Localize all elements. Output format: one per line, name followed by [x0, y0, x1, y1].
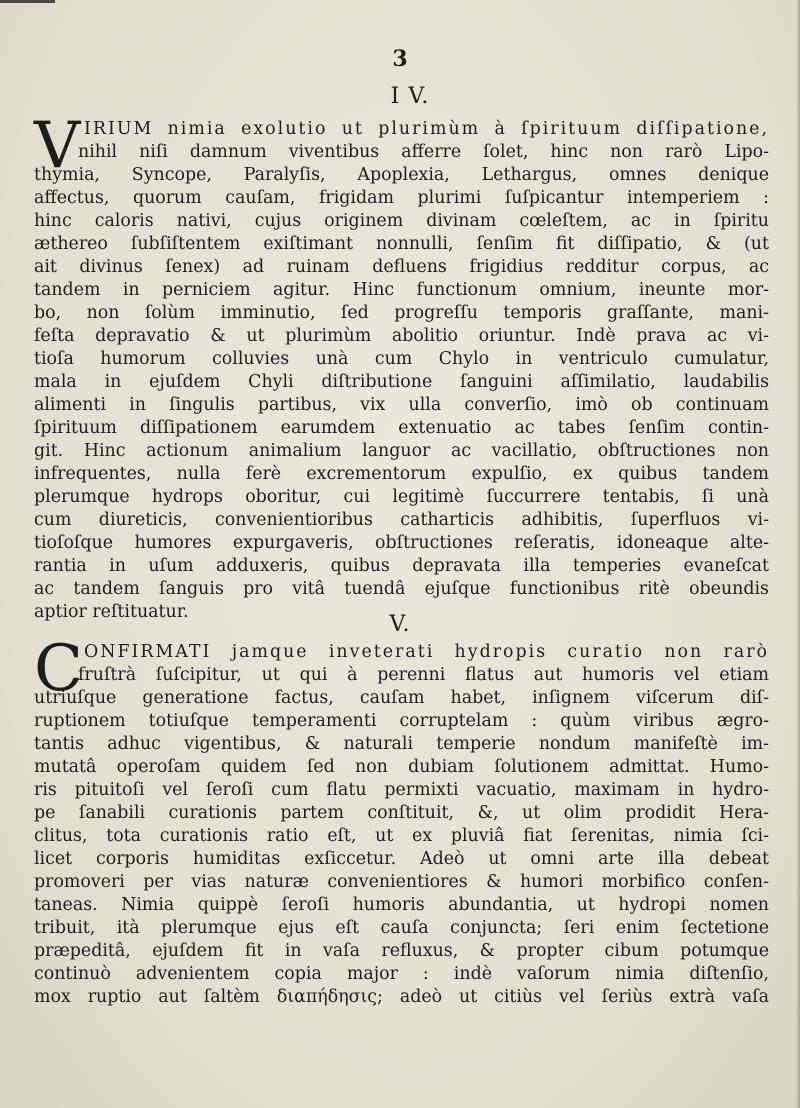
drop-cap-v: V: [34, 109, 81, 183]
section-heading-iv: I V.: [390, 84, 430, 109]
text-line: continuò advenientem copia major : indè vaſorum nimia diſtenſio,: [34, 964, 769, 984]
text-line: rantia in uſum adduxeris, quibus depravata illa temperies evaneſcat: [34, 556, 769, 576]
text-line: licet corporis humiditas exſiccetur. Adeò ut omni arte illa debeat: [34, 849, 769, 869]
text-line: tribuit, ità plerumque ejus eſt cauſa conjuncta; ſeri enim ſectetione: [34, 918, 769, 938]
text-line: ONFIRMATI jamque inveterati hydropis curatio non rarò: [84, 642, 769, 662]
text-line: ſpirituum diſſipationem earumdem extenuatio ac tabes ſenſim contin-: [34, 418, 769, 438]
text-line: affectus, quorum cauſam, frigidam plurimi ſuſpicantur intemperiem :: [34, 188, 769, 208]
text-line: IRIUM nimia exolutio ut plurimùm à ſpirituum diſſipatione,: [84, 119, 769, 139]
text-line: nihil niſi damnum viventibus afferre ſolet, hinc non rarò Lipo-: [78, 142, 769, 162]
text-line: thymia, Syncope, Paralyſis, Apoplexia, Lethargus, omnes denique: [34, 165, 769, 185]
page-edge-mark: [0, 0, 55, 3]
text-line: ris pituitoſi vel ſeroſi cum flatu permixti vacuatio, maximam in hydro-: [34, 780, 769, 800]
text-line: hinc caloris nativi, cujus originem divinam cœleſtem, ac in ſpiritu: [34, 211, 769, 231]
section-v-paragraph: [34, 632, 769, 1009]
page-edge-shadow: [796, 0, 800, 1108]
text-line: plerumque hydrops oboritur, cui legitimè ſuccurrere tentabis, ſi unà: [34, 487, 769, 507]
text-line: promoveri per vias naturæ convenientiores & humori morbifico conſen-: [34, 872, 769, 892]
text-line: ac tandem ſanguis pro vitâ tuendâ ejuſque functionibus ritè obeundis: [34, 579, 769, 599]
text-line: cum diureticis, convenientioribus catharticis adhibitis, ſuperfluos vi-: [34, 510, 769, 530]
text-line: æthereo ſubſiſtentem exiſtimant nonnulli, ſenſim fit diſſipatio, & (ut: [34, 234, 769, 254]
text-line: tioſoſque humores expurgaveris, obſtructiones reſeratis, idoneaque alte-: [34, 533, 769, 553]
text-line: feſta depravatio & ut plurimùm abolitio oriuntur. Indè prava ac vi-: [34, 326, 769, 346]
text-line: fruſtrà ſuſcipitur, ut qui à perenni flatus aut humoris vel etiam: [78, 665, 769, 685]
text-line: mala in ejuſdem Chyli diſtributione ſanguini aſſimilatio, laudabilis: [34, 372, 769, 392]
section-heading-v: V.: [389, 612, 411, 637]
text-line: utriuſque generatione factus, cauſam habet, inſignem viſcerum diſ-: [34, 688, 769, 708]
text-line: tandem in perniciem agitur. Hinc functionum omnium, ineunte mor-: [34, 280, 769, 300]
text-line: taneas. Nimia quippè ſeroſi humoris abundantia, ut hydropi nomen: [34, 895, 769, 915]
text-line: mox ruptio aut ſaltèm διαπήδησις; adeò ut citiùs vel ſeriùs extrà vaſa: [34, 987, 769, 1007]
text-line: git. Hinc actionum animalium languor ac vacillatio, obſtructiones non: [34, 441, 769, 461]
text-line: infrequentes, nulla ferè excrementorum expulſio, ex quibus tandem: [34, 464, 769, 484]
text-line: tioſa humorum colluvies unà cum Chylo in ventriculo cumulatur,: [34, 349, 769, 369]
text-line: tantis adhuc vigentibus, & naturali temperie nondum manifeſtè im-: [34, 734, 769, 754]
text-line: ait divinus ſenex) ad ruinam defluens frigidius redditur corpus, ac: [34, 257, 769, 277]
text-line: alimenti in ſingulis partibus, vix ulla converſio, imò ob continuam: [34, 395, 769, 415]
text-line: clitus, tota curationis ratio eſt, ut ex pluviâ fiat ſerenitas, nimia ſci-: [34, 826, 769, 846]
section-iv-paragraph: [34, 109, 769, 624]
text-line: aptior reſtituatur.: [34, 602, 189, 622]
text-line: mutatâ operoſam quidem ſed non dubiam ſolutionem admittat. Humo-: [34, 757, 769, 777]
text-line: præpeditâ, ejuſdem fit in vaſa refluxus, & propter cibum potumque: [34, 941, 769, 961]
drop-cap-c: C: [34, 632, 83, 706]
text-line: pe ſanabili curationis partem conſtituit, &, ut olim prodidit Hera-: [34, 803, 769, 823]
text-line: bo, non ſolùm imminutio, ſed progreſſu temporis graſſante, mani-: [34, 303, 769, 323]
text-line: ruptionem totiuſque temperamenti corruptelam : quùm viribus ægro-: [34, 711, 769, 731]
page-number: 3: [392, 46, 408, 72]
